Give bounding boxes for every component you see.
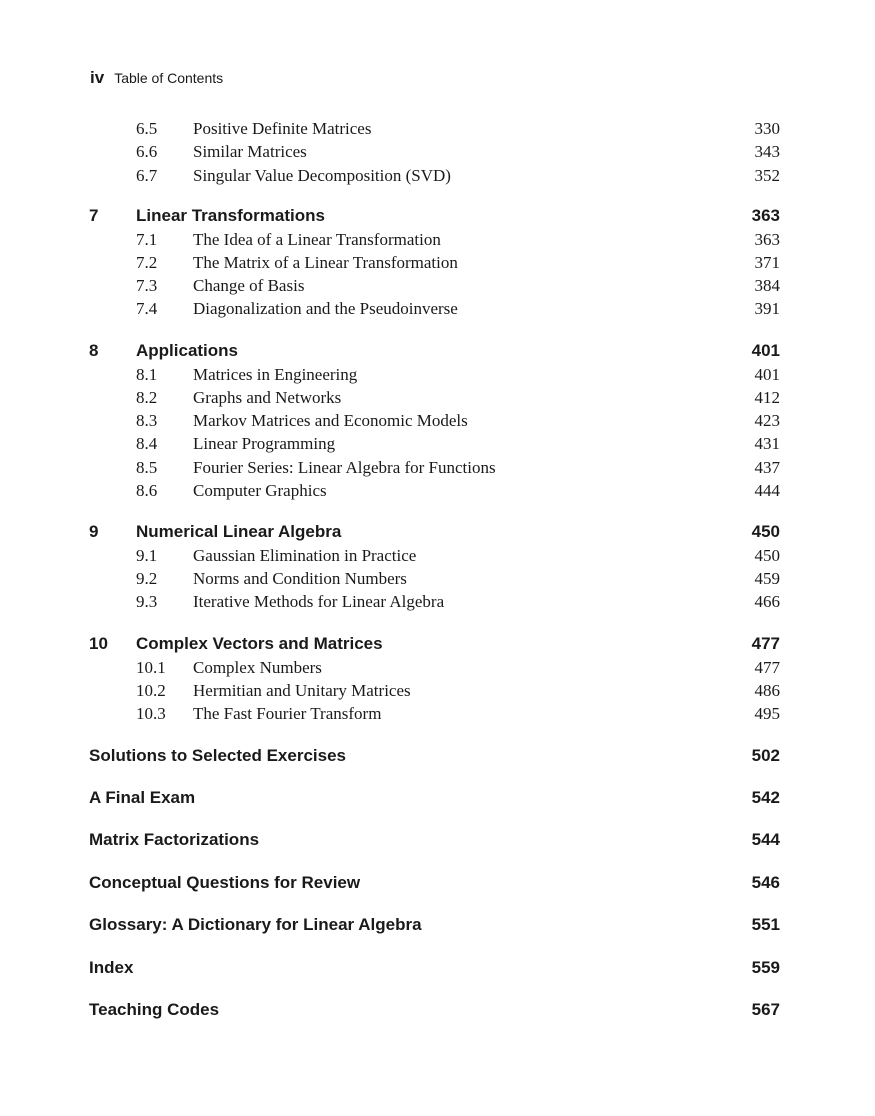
section-title: Similar Matrices <box>193 142 307 161</box>
backmatter-title: Glossary: A Dictionary for Linear Algebra <box>89 915 422 934</box>
section-title: The Fast Fourier Transform <box>193 704 382 723</box>
chapter-title: Applications <box>136 341 239 360</box>
toc-section-row[interactable] <box>0 480 875 502</box>
section-number: 10.2 <box>136 681 166 700</box>
toc-section-row[interactable] <box>0 703 875 725</box>
toc-section-row[interactable] <box>0 229 875 251</box>
section-page: 444 <box>754 481 780 500</box>
toc-backmatter-row[interactable] <box>0 872 875 894</box>
section-title: Iterative Methods for Linear Algebra <box>193 592 445 611</box>
backmatter-title: Solutions to Selected Exercises <box>89 746 346 765</box>
chapter-number: 7 <box>89 206 99 225</box>
section-title: Complex Numbers <box>193 658 322 677</box>
toc-section-row[interactable] <box>0 457 875 479</box>
section-title: Linear Programming <box>193 434 336 453</box>
toc-backmatter-row[interactable] <box>0 957 875 979</box>
section-page: 459 <box>754 569 780 588</box>
section-number: 7.3 <box>136 276 158 295</box>
backmatter-page: 559 <box>751 958 780 977</box>
section-number: 10.1 <box>136 658 166 677</box>
toc-chapter-row[interactable] <box>0 633 875 655</box>
section-title: Change of Basis <box>193 276 305 295</box>
toc-section-row[interactable] <box>0 364 875 386</box>
section-number: 7.1 <box>136 230 158 249</box>
toc-backmatter-row[interactable] <box>0 999 875 1021</box>
section-number: 8.4 <box>136 434 158 453</box>
section-title: Norms and Condition Numbers <box>193 569 407 588</box>
section-page: 437 <box>754 458 780 477</box>
section-page: 412 <box>754 388 780 407</box>
toc-section-row[interactable] <box>0 591 875 613</box>
toc-chapter-row[interactable] <box>0 521 875 543</box>
section-number: 9.1 <box>136 546 158 565</box>
section-title: Gaussian Elimination in Practice <box>193 546 417 565</box>
section-title: Fourier Series: Linear Algebra for Functions <box>193 458 496 477</box>
section-title: Computer Graphics <box>193 481 327 500</box>
section-page: 371 <box>754 253 780 272</box>
section-title: Hermitian and Unitary Matrices <box>193 681 411 700</box>
chapter-page: 401 <box>751 341 780 360</box>
toc-section-row[interactable] <box>0 252 875 274</box>
backmatter-page: 544 <box>751 830 780 849</box>
section-number: 8.3 <box>136 411 158 430</box>
section-number: 8.1 <box>136 365 158 384</box>
toc-section-row[interactable] <box>0 545 875 567</box>
backmatter-page: 542 <box>751 788 780 807</box>
section-number: 9.2 <box>136 569 158 588</box>
toc-section-row[interactable] <box>0 568 875 590</box>
toc-backmatter-row[interactable] <box>0 745 875 767</box>
page-title: Table of Contents <box>114 70 224 86</box>
backmatter-title: Conceptual Questions for Review <box>89 873 361 892</box>
toc-section-row[interactable] <box>0 118 875 140</box>
toc-chapter-row[interactable] <box>0 205 875 227</box>
backmatter-title: A Final Exam <box>89 788 196 807</box>
chapter-page: 450 <box>751 522 780 541</box>
section-title: Matrices in Engineering <box>193 365 358 384</box>
backmatter-title: Matrix Factorizations <box>89 830 260 849</box>
chapter-title: Linear Transformations <box>136 206 325 225</box>
toc-backmatter-row[interactable] <box>0 914 875 936</box>
chapter-page: 363 <box>751 206 780 225</box>
section-number: 10.3 <box>136 704 166 723</box>
chapter-number: 10 <box>89 634 108 653</box>
section-page: 466 <box>754 592 780 611</box>
section-number: 7.2 <box>136 253 158 272</box>
section-number: 6.5 <box>136 119 158 138</box>
section-title: The Idea of a Linear Transformation <box>193 230 441 249</box>
section-page: 401 <box>754 365 780 384</box>
section-page: 343 <box>754 142 780 161</box>
section-number: 7.4 <box>136 299 158 318</box>
section-title: Markov Matrices and Economic Models <box>193 411 468 430</box>
page-header <box>90 68 223 90</box>
toc-section-row[interactable] <box>0 433 875 455</box>
section-page: 431 <box>754 434 780 453</box>
section-title: The Matrix of a Linear Transformation <box>193 253 458 272</box>
section-page: 495 <box>754 704 780 723</box>
section-page: 352 <box>754 166 780 185</box>
chapter-number: 8 <box>89 341 99 360</box>
section-number: 6.6 <box>136 142 158 161</box>
toc-section-row[interactable] <box>0 657 875 679</box>
chapter-title: Complex Vectors and Matrices <box>136 634 383 653</box>
section-title: Diagonalization and the Pseudoinverse <box>193 299 458 318</box>
backmatter-page: 502 <box>751 746 780 765</box>
section-title: Positive Definite Matrices <box>193 119 372 138</box>
section-number: 8.2 <box>136 388 158 407</box>
backmatter-page: 567 <box>751 1000 780 1019</box>
section-number: 8.5 <box>136 458 158 477</box>
section-number: 9.3 <box>136 592 158 611</box>
chapter-title: Numerical Linear Algebra <box>136 522 342 541</box>
backmatter-page: 551 <box>751 915 780 934</box>
toc-chapter-row[interactable] <box>0 340 875 362</box>
toc-backmatter-row[interactable] <box>0 787 875 809</box>
toc-section-row[interactable] <box>0 680 875 702</box>
section-number: 8.6 <box>136 481 158 500</box>
section-number: 6.7 <box>136 166 158 185</box>
backmatter-title: Index <box>89 958 134 977</box>
chapter-page: 477 <box>751 634 780 653</box>
page-number: iv <box>90 68 105 87</box>
backmatter-title: Teaching Codes <box>89 1000 220 1019</box>
section-title: Graphs and Networks <box>193 388 342 407</box>
backmatter-page: 546 <box>751 873 780 892</box>
section-page: 391 <box>754 299 780 318</box>
toc-backmatter-row[interactable] <box>0 829 875 851</box>
section-title: Singular Value Decomposition (SVD) <box>193 166 451 185</box>
section-page: 330 <box>754 119 780 138</box>
section-page: 477 <box>754 658 780 677</box>
chapter-number: 9 <box>89 522 99 541</box>
toc-section-row[interactable] <box>0 298 875 320</box>
toc-section-row[interactable] <box>0 141 875 163</box>
toc-section-row[interactable] <box>0 410 875 432</box>
section-page: 384 <box>754 276 780 295</box>
toc-section-row[interactable] <box>0 165 875 187</box>
toc-section-row[interactable] <box>0 275 875 297</box>
section-page: 363 <box>754 230 780 249</box>
section-page: 486 <box>754 681 780 700</box>
toc-section-row[interactable] <box>0 387 875 409</box>
section-page: 450 <box>754 546 780 565</box>
section-page: 423 <box>754 411 780 430</box>
